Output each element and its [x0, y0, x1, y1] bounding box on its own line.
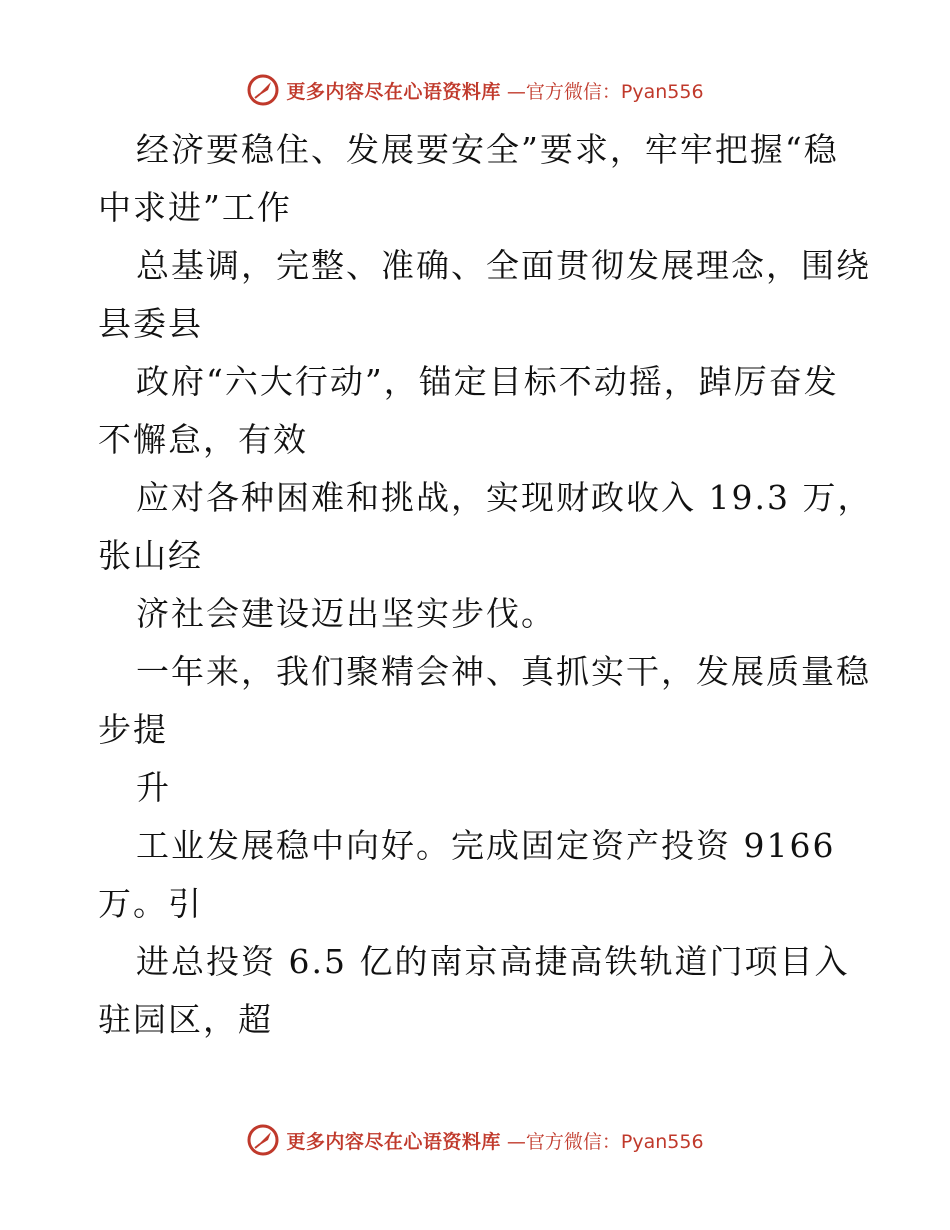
watermark-text: 更多内容尽在心语资料库: [286, 1130, 501, 1153]
text-line: 政府“六大行动”，锚定目标不动摇，踔厉奋发: [136, 362, 839, 401]
quill-logo-icon: [246, 73, 280, 107]
text-line: 升: [136, 768, 171, 807]
text-line: 驻园区，超: [98, 1000, 273, 1039]
text-line: 工业发展稳中向好。完成固定资产投资 9166: [136, 826, 836, 865]
watermark-suffix: —官方微信：Pyan556: [506, 1130, 704, 1153]
text-line: 经济要稳住、发展要安全”要求，牢牢把握“稳: [136, 130, 839, 169]
text-line: 步提: [98, 710, 168, 749]
text-line: 不懈怠，有效: [98, 420, 308, 459]
watermark-text: 更多内容尽在心语资料库: [286, 80, 501, 103]
text-line: 万。引: [98, 884, 203, 923]
footer-watermark: [0, 1120, 950, 1160]
header-watermark: [0, 70, 950, 110]
text-line: 济社会建设迈出坚实步伐。: [136, 594, 556, 633]
text-line: 县委县: [98, 304, 203, 343]
text-line: 应对各种困难和挑战，实现财政收入 19.3 万，: [136, 478, 873, 517]
text-line: 中求进”工作: [98, 188, 292, 227]
text-line: 总基调，完整、准确、全面贯彻发展理念，围绕: [136, 246, 871, 285]
watermark-suffix: —官方微信：Pyan556: [506, 80, 704, 103]
text-line: 进总投资 6.5 亿的南京高捷高铁轨道门项目入: [136, 942, 850, 981]
text-line: 张山经: [98, 536, 203, 575]
quill-logo-icon: [246, 1123, 280, 1157]
text-line: 一年来，我们聚精会神、真抓实干，发展质量稳: [136, 652, 871, 691]
